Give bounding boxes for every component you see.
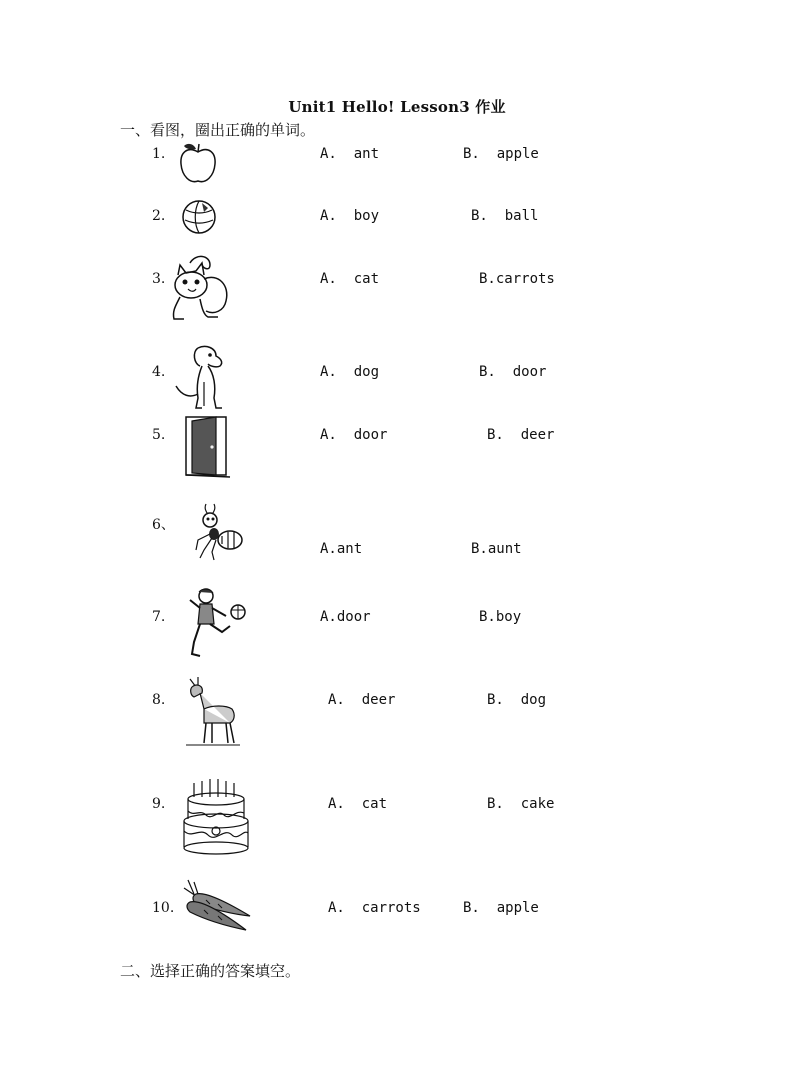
- option-a[interactable]: A.door: [320, 609, 371, 625]
- option-b[interactable]: B.aunt: [471, 541, 522, 557]
- question-number: 9.: [152, 796, 166, 812]
- boy-icon: [182, 586, 252, 660]
- question-number: 3.: [152, 271, 166, 287]
- question-number: 6、: [152, 517, 175, 533]
- question-number: 8.: [152, 692, 166, 708]
- option-a[interactable]: A. dog: [320, 364, 380, 380]
- question-number: 4.: [152, 364, 166, 380]
- cat-icon: [166, 253, 234, 325]
- option-b[interactable]: B. deer: [487, 427, 555, 443]
- apple-icon: [176, 140, 220, 186]
- dog-icon: [170, 342, 230, 412]
- section-1-heading: 一、看图，圈出正确的单词。: [120, 121, 316, 139]
- option-a[interactable]: A. ant: [320, 146, 380, 162]
- question-number: 2.: [152, 208, 166, 224]
- option-b[interactable]: B. cake: [487, 796, 555, 812]
- option-b[interactable]: B. apple: [463, 900, 539, 916]
- question-number: 7.: [152, 609, 166, 625]
- question-number: 10.: [152, 900, 175, 916]
- option-b[interactable]: B. apple: [463, 146, 539, 162]
- option-b[interactable]: B. door: [479, 364, 547, 380]
- option-b[interactable]: B. ball: [471, 208, 539, 224]
- question-number: 5.: [152, 427, 166, 443]
- deer-icon: [182, 675, 244, 747]
- option-a[interactable]: A. door: [320, 427, 388, 443]
- option-b[interactable]: B.carrots: [479, 271, 555, 287]
- option-a[interactable]: A.ant: [320, 541, 363, 557]
- section-2-heading: 二、选择正确的答案填空。: [120, 962, 301, 980]
- ant-icon: [190, 500, 248, 562]
- option-b[interactable]: B.boy: [479, 609, 522, 625]
- door-icon: [184, 415, 232, 479]
- ball-icon: [180, 198, 218, 236]
- option-b[interactable]: B. dog: [487, 692, 547, 708]
- option-a[interactable]: A. deer: [328, 692, 396, 708]
- carrot-icon: [180, 878, 260, 936]
- option-a[interactable]: A. boy: [320, 208, 380, 224]
- cake-icon: [180, 775, 252, 857]
- question-number: 1.: [152, 146, 166, 162]
- option-a[interactable]: A. carrots: [328, 900, 421, 916]
- option-a[interactable]: A. cat: [328, 796, 388, 812]
- option-a[interactable]: A. cat: [320, 271, 380, 287]
- page-title: Unit1 Hello! Lesson3 作业: [288, 98, 506, 116]
